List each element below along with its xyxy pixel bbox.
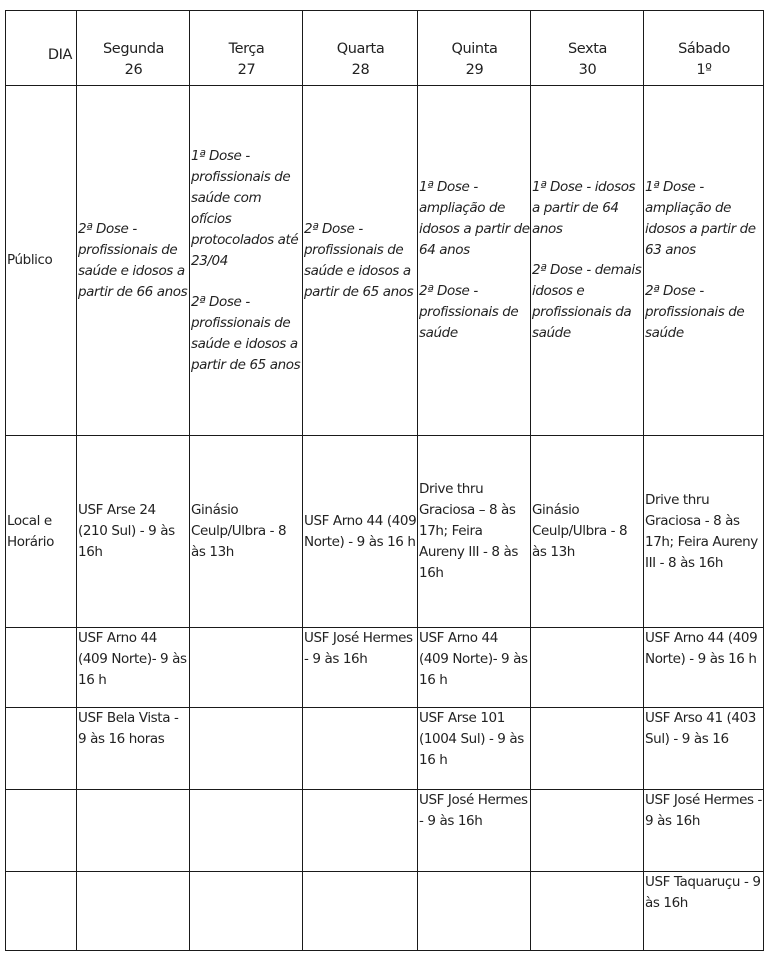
publico-label: Público (6, 86, 77, 436)
empty-cell (531, 872, 644, 951)
publico-text: 2ª Dose - profissionais de saúde e idosos a partir de 65 anos (304, 220, 414, 300)
publico-text-dose2: 2ª Dose - profissionais de saúde (645, 283, 745, 341)
spacer (645, 261, 763, 281)
day-name: Sábado (678, 41, 730, 57)
publico-text-dose2: 2ª Dose - profissionais de saúde (419, 283, 519, 341)
publico-text-dose2: 2ª Dose - demais idosos e profissionais da saúde (532, 262, 642, 341)
local-quinta: USF Arse 101 (1004 Sul) - 9 às 16 h (418, 708, 531, 790)
local-row-1 (6, 436, 764, 628)
local-quinta: USF José Hermes - 9 às 16h (418, 790, 531, 872)
local-label: Local e Horário (6, 436, 77, 628)
schedule-table (5, 10, 764, 951)
day-name: Quinta (451, 41, 498, 57)
local-row-5 (6, 872, 764, 951)
publico-sabado (644, 86, 764, 436)
day-header-quarta (303, 11, 418, 86)
empty-cell (531, 628, 644, 708)
local-sabado: USF José Hermes - 9 às 16h (644, 790, 764, 872)
local-sabado: USF Taquaruçu - 9 às 16h (644, 872, 764, 951)
day-number: 28 (351, 62, 370, 78)
empty-cell (531, 790, 644, 872)
publico-quarta (303, 86, 418, 436)
local-segunda: USF Arno 44 (409 Norte)- 9 às 16 h (77, 628, 190, 708)
day-header-sabado (644, 11, 764, 86)
local-sabado: USF Arno 44 (409 Norte) - 9 às 16 h (644, 628, 764, 708)
day-name: Quarta (336, 41, 385, 57)
day-number: 1º (696, 62, 712, 78)
local-row-2 (6, 628, 764, 708)
empty-cell (190, 872, 303, 951)
publico-row (6, 86, 764, 436)
day-name: Terça (228, 41, 265, 57)
local-sexta: Ginásio Ceulp/Ulbra - 8 às 13h (531, 436, 644, 628)
empty-cell (6, 708, 77, 790)
day-number: 30 (578, 62, 597, 78)
empty-cell (6, 872, 77, 951)
day-header-quinta (418, 11, 531, 86)
local-row-4 (6, 790, 764, 872)
publico-sexta (531, 86, 644, 436)
publico-text-dose1: 1ª Dose - ampliação de idosos a partir de 63 anos (645, 179, 756, 258)
local-segunda: USF Bela Vista - 9 às 16 horas (77, 708, 190, 790)
local-segunda: USF Arse 24 (210 Sul) - 9 às 16h (77, 436, 190, 628)
empty-cell (418, 872, 531, 951)
publico-text-dose1: 1ª Dose - idosos a partir de 64 anos (532, 179, 636, 237)
publico-text-dose1: 1ª Dose - profissionais de saúde com ofícios protocolados até 23/04 (191, 147, 299, 269)
local-quinta: Drive thru Graciosa – 8 às 17h; Feira Aureny III - 8 às 16h (418, 436, 531, 628)
empty-cell (6, 790, 77, 872)
empty-cell (190, 708, 303, 790)
empty-cell (6, 628, 77, 708)
spacer (419, 261, 530, 281)
publico-text: 2ª Dose - profissionais de saúde e idosos a partir de 66 anos (78, 220, 188, 300)
local-sabado: USF Arso 41 (403 Sul) - 9 às 16 (644, 708, 764, 790)
publico-text-dose1: 1ª Dose - ampliação de idosos a partir de 64 anos (419, 179, 530, 258)
local-row-3 (6, 708, 764, 790)
empty-cell (303, 872, 418, 951)
local-quarta: USF José Hermes - 9 às 16h (303, 628, 418, 708)
local-quarta: USF Arno 44 (409 Norte) - 9 às 16 h (303, 436, 418, 628)
day-name: Segunda (103, 41, 164, 57)
empty-cell (190, 628, 303, 708)
empty-cell (77, 790, 190, 872)
day-number: 26 (124, 62, 143, 78)
empty-cell (531, 708, 644, 790)
spacer (532, 240, 643, 260)
dia-header (6, 11, 77, 86)
publico-text-dose2: 2ª Dose - profissionais de saúde e idosos a partir de 65 anos (191, 293, 301, 373)
empty-cell (303, 708, 418, 790)
empty-cell (303, 790, 418, 872)
empty-cell (77, 872, 190, 951)
local-sabado: Drive thru Graciosa - 8 às 17h; Feira Aureny III - 8 às 16h (644, 436, 764, 628)
spacer (191, 272, 302, 292)
header-row (6, 11, 764, 86)
local-terca: Ginásio Ceulp/Ulbra - 8 às 13h (190, 436, 303, 628)
publico-quinta (418, 86, 531, 436)
local-quinta: USF Arno 44 (409 Norte)- 9 às 16 h (418, 628, 531, 708)
day-header-terca (190, 11, 303, 86)
day-name: Sexta (567, 41, 608, 57)
day-header-sexta (531, 11, 644, 86)
day-header-segunda (77, 11, 190, 86)
day-number: 27 (237, 62, 256, 78)
publico-segunda (77, 86, 190, 436)
day-number: 29 (465, 62, 484, 78)
empty-cell (190, 790, 303, 872)
dia-label: DIA (47, 46, 72, 63)
publico-terca (190, 86, 303, 436)
